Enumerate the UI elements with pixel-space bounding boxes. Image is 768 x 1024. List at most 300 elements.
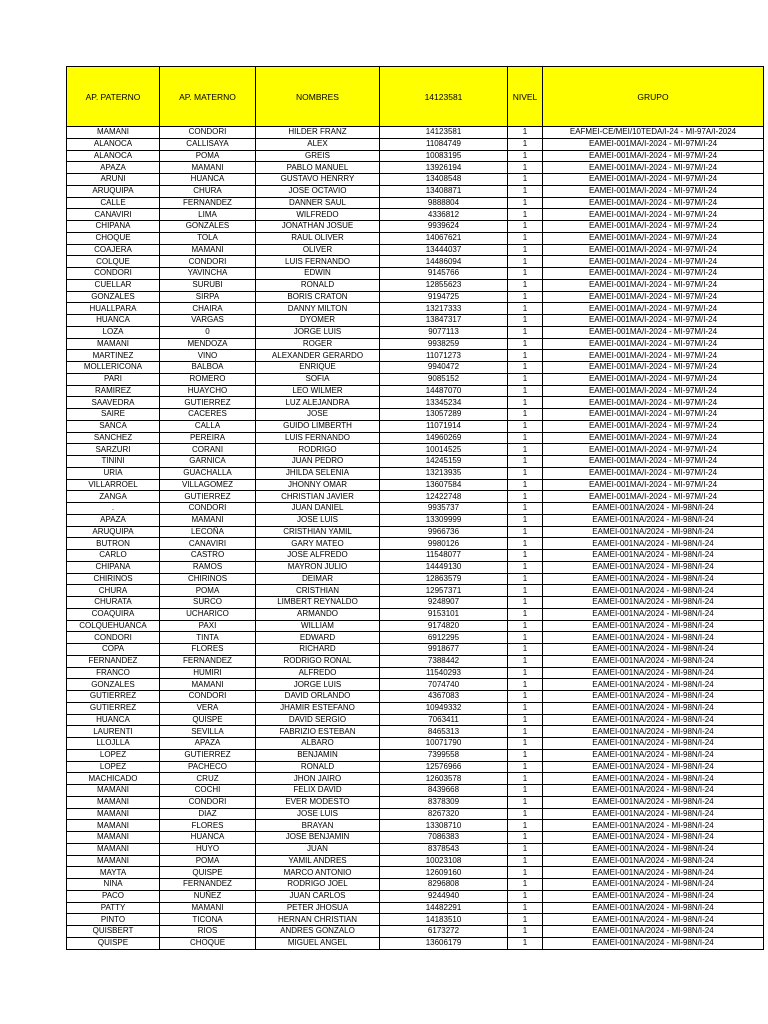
- cell-grupo: EAMEI-001NA/2024 - MI-98N/I-24: [543, 867, 764, 879]
- cell-ap-paterno: GONZALES: [67, 291, 160, 303]
- cell-id: 10949332: [380, 702, 508, 714]
- cell-grupo: EAMEI-001MA/I-2024 - MI-97M/I-24: [543, 350, 764, 362]
- cell-ap-paterno: MOLLERICONA: [67, 362, 160, 374]
- cell-id: 9085152: [380, 373, 508, 385]
- cell-ap-materno: HUAYCHO: [160, 385, 256, 397]
- cell-nombres: RODRIGO RONAL: [256, 655, 380, 667]
- cell-ap-materno: CONDORI: [160, 691, 256, 703]
- cell-nivel: 1: [508, 702, 543, 714]
- table-row: [67, 855, 764, 867]
- cell-ap-paterno: LLOJLLA: [67, 738, 160, 750]
- cell-grupo: EAMEI-001NA/2024 - MI-98N/I-24: [543, 538, 764, 550]
- cell-ap-paterno: MAMANI: [67, 855, 160, 867]
- cell-nivel: 1: [508, 409, 543, 421]
- cell-grupo: EAMEI-001NA/2024 - MI-98N/I-24: [543, 573, 764, 585]
- cell-grupo: EAMEI-001NA/2024 - MI-98N/I-24: [543, 879, 764, 891]
- cell-id: 9248907: [380, 597, 508, 609]
- table-row: [67, 749, 764, 761]
- cell-grupo: EAMEI-001NA/2024 - MI-98N/I-24: [543, 890, 764, 902]
- cell-id: 10023108: [380, 855, 508, 867]
- cell-grupo: EAMEI-001NA/2024 - MI-98N/I-24: [543, 608, 764, 620]
- cell-ap-paterno: MAMANI: [67, 796, 160, 808]
- cell-nombres: JUAN PEDRO: [256, 456, 380, 468]
- cell-ap-materno: VERA: [160, 702, 256, 714]
- cell-id: 9194725: [380, 291, 508, 303]
- table-row: [67, 761, 764, 773]
- cell-nombres: PETER JHOSUA: [256, 902, 380, 914]
- cell-ap-paterno: CHIRINOS: [67, 573, 160, 585]
- cell-ap-paterno: CHOQUE: [67, 232, 160, 244]
- cell-ap-paterno: VILLARROEL: [67, 479, 160, 491]
- cell-ap-materno: CONDORI: [160, 127, 256, 139]
- table-row: [67, 914, 764, 926]
- cell-nivel: 1: [508, 926, 543, 938]
- cell-ap-paterno: FRANCO: [67, 667, 160, 679]
- cell-nivel: 1: [508, 326, 543, 338]
- table-row: [67, 843, 764, 855]
- table-row: [67, 655, 764, 667]
- table-row: [67, 409, 764, 421]
- table-row: [67, 714, 764, 726]
- cell-nombres: BENJAMIN: [256, 749, 380, 761]
- cell-ap-paterno: HUANCA: [67, 315, 160, 327]
- cell-nombres: LUIS FERNANDO: [256, 256, 380, 268]
- table-row: [67, 561, 764, 573]
- header-ap-materno: AP. MATERNO: [160, 67, 256, 127]
- cell-nombres: FELIX DAVID: [256, 785, 380, 797]
- cell-id: 7074740: [380, 679, 508, 691]
- cell-ap-materno: CHURA: [160, 185, 256, 197]
- cell-nombres: OLIVER: [256, 244, 380, 256]
- cell-ap-materno: APAZA: [160, 738, 256, 750]
- cell-nombres: JOSE LUIS: [256, 514, 380, 526]
- cell-id: 13444037: [380, 244, 508, 256]
- cell-ap-paterno: COPA: [67, 644, 160, 656]
- cell-ap-paterno: HUALLPARA: [67, 303, 160, 315]
- cell-ap-materno: VINO: [160, 350, 256, 362]
- cell-id: 7399558: [380, 749, 508, 761]
- cell-ap-paterno: LOPEZ: [67, 749, 160, 761]
- cell-id: 8378543: [380, 843, 508, 855]
- cell-grupo: EAMEI-001NA/2024 - MI-98N/I-24: [543, 503, 764, 515]
- cell-ap-materno: CORANI: [160, 444, 256, 456]
- cell-grupo: EAMEI-001MA/I-2024 - MI-97M/I-24: [543, 185, 764, 197]
- cell-ap-paterno: CARLO: [67, 550, 160, 562]
- cell-nombres: RONALD: [256, 761, 380, 773]
- cell-ap-paterno: BUTRON: [67, 538, 160, 550]
- cell-nombres: JORGE LUIS: [256, 679, 380, 691]
- cell-ap-paterno: CALLE: [67, 197, 160, 209]
- cell-grupo: EAMEI-001NA/2024 - MI-98N/I-24: [543, 702, 764, 714]
- cell-ap-materno: GUTIERREZ: [160, 749, 256, 761]
- cell-ap-materno: SURCO: [160, 597, 256, 609]
- cell-id: 13408548: [380, 174, 508, 186]
- cell-nivel: 1: [508, 338, 543, 350]
- cell-ap-materno: MENDOZA: [160, 338, 256, 350]
- cell-nivel: 1: [508, 397, 543, 409]
- cell-grupo: EAMEI-001MA/I-2024 - MI-97M/I-24: [543, 409, 764, 421]
- cell-grupo: EAMEI-001NA/2024 - MI-98N/I-24: [543, 914, 764, 926]
- cell-nivel: 1: [508, 350, 543, 362]
- cell-id: 9939624: [380, 221, 508, 233]
- cell-id: 12957371: [380, 585, 508, 597]
- cell-nivel: 1: [508, 890, 543, 902]
- table-row: [67, 467, 764, 479]
- cell-grupo: EAMEI-001NA/2024 - MI-98N/I-24: [543, 597, 764, 609]
- table-row: [67, 150, 764, 162]
- cell-ap-materno: TICONA: [160, 914, 256, 926]
- cell-nombres: JOSE ALFREDO: [256, 550, 380, 562]
- cell-id: 14245159: [380, 456, 508, 468]
- cell-grupo: EAMEI-001NA/2024 - MI-98N/I-24: [543, 937, 764, 949]
- cell-grupo: EAMEI-001MA/I-2024 - MI-97M/I-24: [543, 256, 764, 268]
- table-row: [67, 362, 764, 374]
- cell-ap-materno: FERNANDEZ: [160, 879, 256, 891]
- cell-id: 10083195: [380, 150, 508, 162]
- cell-ap-paterno: COAJERA: [67, 244, 160, 256]
- table-row: [67, 491, 764, 503]
- cell-ap-paterno: MAMANI: [67, 808, 160, 820]
- cell-ap-materno: UCHARICO: [160, 608, 256, 620]
- cell-nombres: ALEX: [256, 138, 380, 150]
- cell-nivel: 1: [508, 761, 543, 773]
- cell-ap-materno: CHIRINOS: [160, 573, 256, 585]
- cell-nivel: 1: [508, 209, 543, 221]
- cell-nivel: 1: [508, 456, 543, 468]
- cell-ap-paterno: SANCHEZ: [67, 432, 160, 444]
- cell-grupo: EAMEI-001MA/I-2024 - MI-97M/I-24: [543, 456, 764, 468]
- cell-ap-paterno: URIA: [67, 467, 160, 479]
- cell-nombres: JOSE OCTAVIO: [256, 185, 380, 197]
- table-row: [67, 726, 764, 738]
- cell-ap-paterno: CHIPANA: [67, 221, 160, 233]
- cell-nombres: DYOMER: [256, 315, 380, 327]
- cell-ap-paterno: GUTIERREZ: [67, 691, 160, 703]
- cell-nombres: BRAYAN: [256, 820, 380, 832]
- cell-id: 13607584: [380, 479, 508, 491]
- cell-ap-paterno: GONZALES: [67, 679, 160, 691]
- cell-nivel: 1: [508, 444, 543, 456]
- table-row: [67, 397, 764, 409]
- table-row: [67, 479, 764, 491]
- cell-nombres: JHON JAIRO: [256, 773, 380, 785]
- table-row: [67, 667, 764, 679]
- cell-nivel: 1: [508, 573, 543, 585]
- cell-ap-paterno: CUELLAR: [67, 279, 160, 291]
- cell-id: 11540293: [380, 667, 508, 679]
- cell-nivel: 1: [508, 420, 543, 432]
- cell-ap-paterno: PACO: [67, 890, 160, 902]
- cell-ap-materno: PEREIRA: [160, 432, 256, 444]
- cell-ap-paterno: APAZA: [67, 514, 160, 526]
- cell-id: 10014525: [380, 444, 508, 456]
- cell-nivel: 1: [508, 937, 543, 949]
- cell-id: 8378309: [380, 796, 508, 808]
- cell-grupo: EAMEI-001NA/2024 - MI-98N/I-24: [543, 738, 764, 750]
- cell-id: 9244940: [380, 890, 508, 902]
- table-row: [67, 808, 764, 820]
- cell-grupo: EAMEI-001NA/2024 - MI-98N/I-24: [543, 632, 764, 644]
- cell-ap-paterno: CONDORI: [67, 268, 160, 280]
- cell-id: 13847317: [380, 315, 508, 327]
- cell-ap-paterno: CHIPANA: [67, 561, 160, 573]
- table-row: [67, 244, 764, 256]
- table-row: [67, 820, 764, 832]
- header-ap-paterno: AP. PATERNO: [67, 67, 160, 127]
- cell-ap-materno: YAVINCHA: [160, 268, 256, 280]
- cell-nombres: CHRISTIAN JAVIER: [256, 491, 380, 503]
- cell-nombres: WILLIAM: [256, 620, 380, 632]
- cell-grupo: EAMEI-001MA/I-2024 - MI-97M/I-24: [543, 268, 764, 280]
- header-nivel: NIVEL: [508, 67, 543, 127]
- cell-ap-materno: VILLAGOMEZ: [160, 479, 256, 491]
- cell-ap-paterno: COAQUIRA: [67, 608, 160, 620]
- cell-grupo: EAMEI-001NA/2024 - MI-98N/I-24: [543, 561, 764, 573]
- table-row: [67, 890, 764, 902]
- cell-nivel: 1: [508, 268, 543, 280]
- table-row: [67, 879, 764, 891]
- cell-nivel: 1: [508, 503, 543, 515]
- cell-ap-materno: GARNICA: [160, 456, 256, 468]
- cell-nombres: RAUL OLIVER: [256, 232, 380, 244]
- cell-grupo: EAMEI-001NA/2024 - MI-98N/I-24: [543, 761, 764, 773]
- cell-id: 9077113: [380, 326, 508, 338]
- cell-ap-paterno: MAMANI: [67, 843, 160, 855]
- cell-ap-materno: CALLA: [160, 420, 256, 432]
- cell-grupo: EAMEI-001MA/I-2024 - MI-97M/I-24: [543, 338, 764, 350]
- cell-ap-materno: QUISPE: [160, 867, 256, 879]
- cell-nombres: ALBARO: [256, 738, 380, 750]
- cell-ap-paterno: PINTO: [67, 914, 160, 926]
- cell-ap-materno: CACERES: [160, 409, 256, 421]
- cell-ap-paterno: HUANCA: [67, 714, 160, 726]
- cell-ap-paterno: ARUQUIPA: [67, 526, 160, 538]
- cell-id: 6173272: [380, 926, 508, 938]
- cell-nombres: DAVID ORLANDO: [256, 691, 380, 703]
- cell-nivel: 1: [508, 279, 543, 291]
- table-row: [67, 796, 764, 808]
- cell-ap-materno: GUTIERREZ: [160, 491, 256, 503]
- cell-grupo: EAMEI-001MA/I-2024 - MI-97M/I-24: [543, 326, 764, 338]
- cell-nivel: 1: [508, 902, 543, 914]
- cell-ap-paterno: ARUNI: [67, 174, 160, 186]
- cell-grupo: EAMEI-001NA/2024 - MI-98N/I-24: [543, 749, 764, 761]
- cell-ap-materno: SURUBI: [160, 279, 256, 291]
- cell-grupo: EAMEI-001NA/2024 - MI-98N/I-24: [543, 526, 764, 538]
- cell-id: 12863579: [380, 573, 508, 585]
- cell-nivel: 1: [508, 479, 543, 491]
- cell-grupo: EAMEI-001NA/2024 - MI-98N/I-24: [543, 644, 764, 656]
- cell-nivel: 1: [508, 855, 543, 867]
- cell-ap-materno: BALBOA: [160, 362, 256, 374]
- cell-grupo: EAMEI-001MA/I-2024 - MI-97M/I-24: [543, 197, 764, 209]
- cell-nombres: MARCO ANTONIO: [256, 867, 380, 879]
- table-row: [67, 221, 764, 233]
- cell-ap-materno: NUÑEZ: [160, 890, 256, 902]
- cell-ap-paterno: ARUQUIPA: [67, 185, 160, 197]
- cell-grupo: EAMEI-001MA/I-2024 - MI-97M/I-24: [543, 162, 764, 174]
- cell-ap-materno: FLORES: [160, 644, 256, 656]
- cell-ap-materno: HUMIRI: [160, 667, 256, 679]
- cell-ap-materno: TINTA: [160, 632, 256, 644]
- cell-id: 8296808: [380, 879, 508, 891]
- cell-ap-paterno: SAIRE: [67, 409, 160, 421]
- cell-ap-paterno: MARTINEZ: [67, 350, 160, 362]
- table-row: [67, 350, 764, 362]
- cell-grupo: EAMEI-001NA/2024 - MI-98N/I-24: [543, 667, 764, 679]
- cell-nombres: LEO WILMER: [256, 385, 380, 397]
- cell-id: 11071273: [380, 350, 508, 362]
- cell-nivel: 1: [508, 843, 543, 855]
- cell-nombres: ROGER: [256, 338, 380, 350]
- cell-nombres: JOSE LUIS: [256, 808, 380, 820]
- cell-id: 9935737: [380, 503, 508, 515]
- cell-grupo: EAMEI-001MA/I-2024 - MI-97M/I-24: [543, 362, 764, 374]
- cell-ap-paterno: MAMANI: [67, 127, 160, 139]
- cell-ap-materno: QUISPE: [160, 714, 256, 726]
- cell-nombres: HERNAN CHRISTIAN: [256, 914, 380, 926]
- cell-ap-paterno: QUISBERT: [67, 926, 160, 938]
- cell-nivel: 1: [508, 232, 543, 244]
- cell-grupo: EAMEI-001NA/2024 - MI-98N/I-24: [543, 855, 764, 867]
- cell-ap-materno: LECOÑA: [160, 526, 256, 538]
- cell-nivel: 1: [508, 197, 543, 209]
- cell-id: 14487070: [380, 385, 508, 397]
- header-grupo: GRUPO: [543, 67, 764, 127]
- cell-ap-materno: FERNANDEZ: [160, 655, 256, 667]
- student-table: [66, 66, 764, 950]
- cell-nombres: GREIS: [256, 150, 380, 162]
- table-row: [67, 326, 764, 338]
- cell-grupo: EAFMEI-CE/MEI/10TEDA/I-24 - MI-97A/I-2024: [543, 127, 764, 139]
- table-row: [67, 373, 764, 385]
- cell-ap-materno: CONDORI: [160, 796, 256, 808]
- cell-id: 9918677: [380, 644, 508, 656]
- cell-grupo: EAMEI-001MA/I-2024 - MI-97M/I-24: [543, 444, 764, 456]
- cell-id: 13309999: [380, 514, 508, 526]
- cell-ap-materno: CHOQUE: [160, 937, 256, 949]
- cell-grupo: EAMEI-001NA/2024 - MI-98N/I-24: [543, 785, 764, 797]
- table-row: [67, 268, 764, 280]
- cell-id: 13217333: [380, 303, 508, 315]
- cell-ap-paterno: SARZURI: [67, 444, 160, 456]
- cell-id: 6912295: [380, 632, 508, 644]
- cell-nombres: DANNY MILTON: [256, 303, 380, 315]
- table-row: [67, 514, 764, 526]
- cell-ap-materno: GUACHALLA: [160, 467, 256, 479]
- table-row: [67, 773, 764, 785]
- table-row: [67, 550, 764, 562]
- table-row: [67, 644, 764, 656]
- cell-id: 12576966: [380, 761, 508, 773]
- cell-id: 14183510: [380, 914, 508, 926]
- cell-ap-paterno: LOZA: [67, 326, 160, 338]
- cell-grupo: EAMEI-001NA/2024 - MI-98N/I-24: [543, 620, 764, 632]
- table-row: [67, 679, 764, 691]
- cell-ap-materno: SEVILLA: [160, 726, 256, 738]
- cell-id: 13057289: [380, 409, 508, 421]
- cell-id: 7063411: [380, 714, 508, 726]
- cell-nombres: DANNER SAUL: [256, 197, 380, 209]
- cell-nivel: 1: [508, 808, 543, 820]
- cell-id: 12603578: [380, 773, 508, 785]
- cell-ap-materno: COCHI: [160, 785, 256, 797]
- cell-id: 4336812: [380, 209, 508, 221]
- cell-grupo: EAMEI-001NA/2024 - MI-98N/I-24: [543, 550, 764, 562]
- cell-grupo: EAMEI-001NA/2024 - MI-98N/I-24: [543, 926, 764, 938]
- cell-ap-paterno: MAMANI: [67, 820, 160, 832]
- table-row: [67, 597, 764, 609]
- cell-nivel: 1: [508, 914, 543, 926]
- cell-grupo: EAMEI-001MA/I-2024 - MI-97M/I-24: [543, 138, 764, 150]
- cell-id: 13408871: [380, 185, 508, 197]
- cell-grupo: EAMEI-001NA/2024 - MI-98N/I-24: [543, 655, 764, 667]
- cell-nombres: JORGE LUIS: [256, 326, 380, 338]
- cell-grupo: EAMEI-001MA/I-2024 - MI-97M/I-24: [543, 467, 764, 479]
- cell-id: 13213935: [380, 467, 508, 479]
- cell-ap-paterno: TININI: [67, 456, 160, 468]
- cell-id: 14960269: [380, 432, 508, 444]
- cell-ap-materno: FLORES: [160, 820, 256, 832]
- cell-id: 7086383: [380, 832, 508, 844]
- cell-id: 11071914: [380, 420, 508, 432]
- cell-grupo: EAMEI-001NA/2024 - MI-98N/I-24: [543, 820, 764, 832]
- cell-ap-materno: PACHECO: [160, 761, 256, 773]
- cell-ap-materno: HUANCA: [160, 832, 256, 844]
- cell-nivel: 1: [508, 127, 543, 139]
- cell-ap-materno: RAMOS: [160, 561, 256, 573]
- cell-ap-paterno: CONDORI: [67, 632, 160, 644]
- table-row: [67, 867, 764, 879]
- cell-nombres: ALFREDO: [256, 667, 380, 679]
- cell-grupo: EAMEI-001MA/I-2024 - MI-97M/I-24: [543, 373, 764, 385]
- cell-nivel: 1: [508, 608, 543, 620]
- cell-id: 14449130: [380, 561, 508, 573]
- cell-ap-materno: MAMANI: [160, 244, 256, 256]
- table-row: [67, 573, 764, 585]
- cell-ap-materno: 0: [160, 326, 256, 338]
- cell-nombres: ENRIQUE: [256, 362, 380, 374]
- cell-ap-paterno: MAYTA: [67, 867, 160, 879]
- cell-nombres: RICHARD: [256, 644, 380, 656]
- cell-nivel: 1: [508, 467, 543, 479]
- cell-nivel: 1: [508, 879, 543, 891]
- cell-nivel: 1: [508, 362, 543, 374]
- cell-ap-materno: CASTRO: [160, 550, 256, 562]
- cell-id: 13606179: [380, 937, 508, 949]
- cell-ap-materno: LIMA: [160, 209, 256, 221]
- cell-ap-paterno: GUTIERREZ: [67, 702, 160, 714]
- table-row: [67, 338, 764, 350]
- cell-nombres: JHILDA SELENIA: [256, 467, 380, 479]
- cell-grupo: EAMEI-001MA/I-2024 - MI-97M/I-24: [543, 315, 764, 327]
- table-row: [67, 620, 764, 632]
- cell-id: 9980126: [380, 538, 508, 550]
- cell-nombres: EVER MODESTO: [256, 796, 380, 808]
- cell-ap-materno: CANAVIRI: [160, 538, 256, 550]
- cell-nivel: 1: [508, 221, 543, 233]
- cell-nivel: 1: [508, 832, 543, 844]
- cell-grupo: EAMEI-001MA/I-2024 - MI-97M/I-24: [543, 420, 764, 432]
- cell-ap-paterno: QUISPE: [67, 937, 160, 949]
- cell-ap-materno: RIOS: [160, 926, 256, 938]
- cell-nombres: BORIS CRATON: [256, 291, 380, 303]
- cell-nivel: 1: [508, 655, 543, 667]
- cell-ap-paterno: LAURENTI: [67, 726, 160, 738]
- cell-ap-paterno: CHURATA: [67, 597, 160, 609]
- cell-ap-materno: CRUZ: [160, 773, 256, 785]
- cell-nivel: 1: [508, 432, 543, 444]
